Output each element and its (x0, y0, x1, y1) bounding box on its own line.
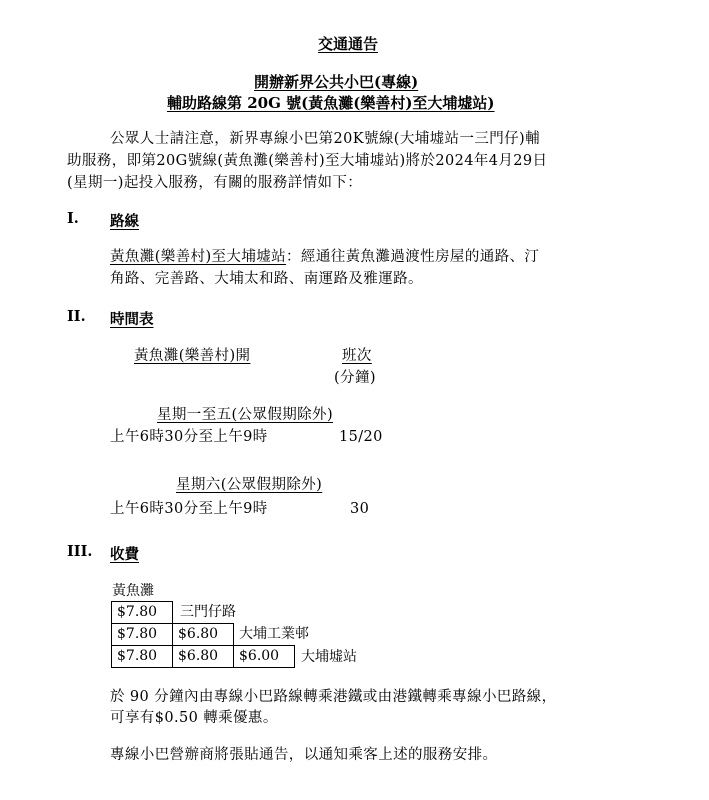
route-line2: 角路、完善路、大埔太和路、南運路及雅運路。 (110, 271, 423, 287)
intro-line1: 公眾人士請注意，新界專線小巴第20K號線(大埔墟站一三門仔)輔 (110, 131, 540, 147)
fare-cell: $7.80 (111, 601, 173, 624)
weekday-time: 上午6時30分至上午9時 (110, 429, 268, 445)
notice-subtitle-line1: 開辦新界公共小巴(專線) (254, 73, 419, 91)
interchange-line1: 於 90 分鐘內由專線小巴路線轉乘港鐵或由港鐵轉乘專線小巴路線， (110, 689, 557, 705)
fare-stop-2: 大埔工業邨 (239, 626, 309, 642)
section3-number: III. (67, 543, 93, 560)
notice-subtitle-line2: 輔助路線第 20G 號(黃魚灘(樂善村)至大埔墟站) (167, 94, 495, 112)
section2-number: II. (67, 308, 86, 325)
closing-note: 專線小巴營辦商將張貼通告，以通知乘客上述的服務安排。 (110, 747, 498, 763)
timetable-departure-header: 黃魚灘(樂善村)開 (134, 348, 251, 364)
timetable-headway-header: 班次 (342, 348, 372, 364)
weekday-heading: 星期一至五(公眾假期除外) (157, 407, 334, 423)
fare-cell: $6.00 (233, 645, 295, 668)
intro-line3: (星期一)起投入服務，有關的服務詳情如下： (67, 175, 363, 191)
fare-cell: $7.80 (111, 623, 173, 646)
timetable-headway-unit: (分鐘) (334, 370, 376, 386)
section1-title: 路線 (110, 213, 139, 230)
section1-number: I. (67, 210, 79, 227)
fare-cell: $6.80 (172, 645, 234, 668)
fare-stop-3: 大埔墟站 (301, 649, 357, 665)
saturday-heading: 星期六(公眾假期除外) (176, 477, 323, 493)
section2-title: 時間表 (110, 311, 154, 328)
route-name: 黃魚灘(樂善村)至大埔墟站 (110, 249, 287, 265)
saturday-headway: 30 (350, 501, 370, 517)
weekday-headway: 15/20 (339, 429, 383, 445)
interchange-line2: 可享有$0.50 轉乘優惠。 (110, 710, 278, 726)
fare-cell: $7.80 (111, 645, 173, 668)
fare-origin: 黃魚灘 (112, 583, 154, 599)
notice-title: 交通通告 (318, 35, 379, 53)
route-line1-rest: ：經通往黃魚灘過渡性房屋的通路、汀 (286, 249, 540, 265)
fare-cell: $6.80 (172, 623, 234, 646)
saturday-time: 上午6時30分至上午9時 (110, 501, 268, 517)
intro-line2: 助服務，即第20G號線(黃魚灘(樂善村)至大埔墟站)將於2024年4月29日 (67, 153, 548, 169)
route-line1 (110, 246, 539, 268)
section3-title: 收費 (110, 546, 139, 563)
fare-stop-1: 三門仔路 (180, 604, 236, 620)
